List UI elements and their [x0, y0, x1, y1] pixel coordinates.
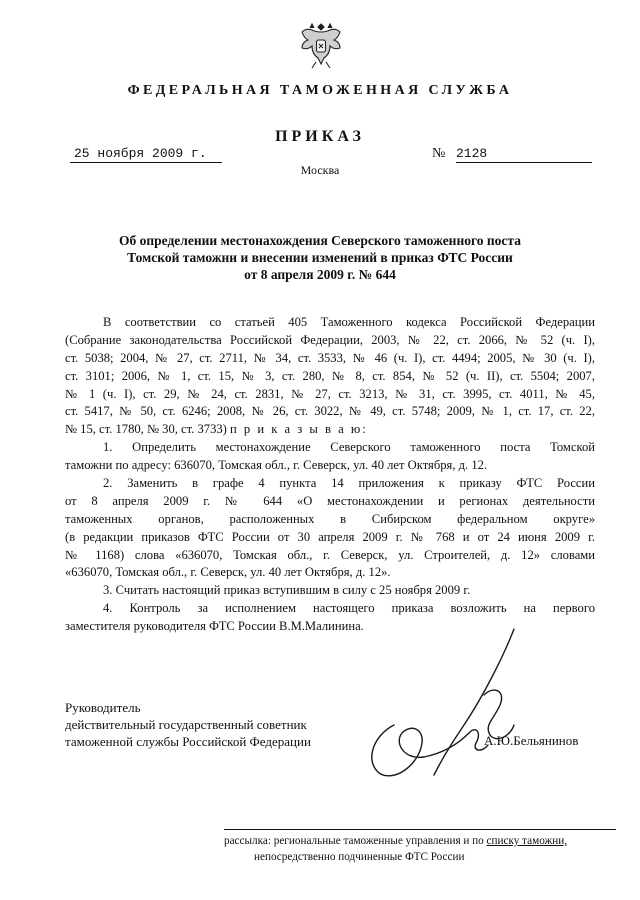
position-line: Руководитель	[65, 700, 141, 715]
distribution-underlined: списку таможни,	[486, 835, 568, 847]
heading-line: Об определении местонахождения Северского таможенного поста	[119, 233, 521, 248]
distribution-line	[224, 833, 616, 849]
item2-line: таможенных органов, расположенных в Сибирском федеральном округе»	[65, 511, 595, 526]
item4-line: заместителя руководителя ФТС России В.М.Малинина.	[65, 619, 364, 634]
item2-line: (в редакции приказов ФТС России от 30 апреля 2009 г. № 768 и от 24 июня 2009 г.	[65, 529, 595, 544]
preamble-line: № 1 (ч. I), ст. 29, № 24, ст. 2831, № 27, ст. 3213, № 31, ст. 3995, ст. 4011, № 45,	[65, 386, 595, 401]
order-date: 25 ноября 2009 г.	[70, 146, 222, 163]
item2-line: от 8 апреля 2009 г. № 644 «О местонахождении и регионах деятельности	[65, 493, 595, 508]
distribution-list	[224, 829, 616, 865]
item1-line: 1. Определить местонахождение Северского таможенного поста Томской	[103, 440, 595, 455]
item2-line: № 1168) слова «636070, Томская обл., г. Северск, ул. Строителей, д. 12» словами	[65, 547, 595, 562]
position-line: действительный государственный советник	[65, 717, 307, 732]
preamble-line: ст. 3101; 2006, № 1, ст. 15, № 3, ст. 280, № 8, ст. 854, № 52 (ч. II), ст. 5504; 2007,	[65, 368, 595, 383]
order-word: п р и к а з ы в а ю:	[230, 422, 368, 437]
item2-line: 2. Заменить в графе 4 пункта 14 приложения к приказу ФТС России	[103, 476, 595, 491]
handwritten-signature	[364, 625, 554, 785]
agency-name: ФЕДЕРАЛЬНАЯ ТАМОЖЕННАЯ СЛУЖБА	[127, 83, 513, 98]
preamble-last-line	[65, 421, 595, 439]
preamble-line: В соответствии со статьей 405 Таможенного кодекса Российской Федерации	[103, 315, 595, 329]
heading-line: Томской таможни и внесении изменений в приказ ФТС России	[127, 250, 513, 265]
preamble-tail: № 15, ст. 1780, № 30, ст. 3733)	[65, 422, 227, 437]
order-number-block	[432, 146, 592, 162]
item3-line: 3. Считать настоящий приказ вступившим в силу с 25 ноября 2009 г.	[103, 583, 471, 598]
distribution-prefix: рассылка: региональные таможенные управления и по	[224, 835, 484, 847]
preamble-line: ст. 5038; 2004, № 27, ст. 2711, № 34, ст. 3533, № 46 (ч. I), ст. 4494; 2005, № 30 (ч. I),	[65, 350, 595, 365]
item2-line: «636070, Томская обл., г. Северск, ул. 40 лет Октября, д. 12».	[65, 565, 391, 580]
item1-line: таможни по адресу: 636070, Томская обл., г. Северск, ул. 40 лет Октября, д. 12.	[65, 458, 488, 473]
signatory-position	[65, 699, 311, 750]
heading-line: от 8 апреля 2009 г. № 644	[244, 267, 396, 282]
distribution-line: непосредственно подчиненные ФТС России	[254, 851, 465, 863]
state-emblem-icon	[298, 20, 344, 72]
document-type: ПРИКАЗ	[275, 128, 365, 145]
number-sign: №	[432, 146, 446, 161]
order-heading	[90, 232, 550, 283]
preamble-line: (Собрание законодательства Российской Федерации, 2003, № 22, ст. 2066, № 52 (ч. I),	[65, 332, 595, 347]
order-body	[65, 314, 595, 636]
item4-line: 4. Контроль за исполнением настоящего приказа возложить на первого	[103, 601, 595, 616]
position-line: таможенной службы Российской Федерации	[65, 734, 311, 749]
order-number: 2128	[456, 146, 592, 163]
preamble-line: ст. 5417, № 50, ст. 6246; 2008, № 26, ст. 3022, № 49, ст. 5748; 2009, № 1, ст. 17, ст. 22,	[65, 404, 595, 419]
signatory-name: А.Ю.Бельянинов	[484, 733, 579, 748]
order-city: Москва	[300, 163, 340, 177]
